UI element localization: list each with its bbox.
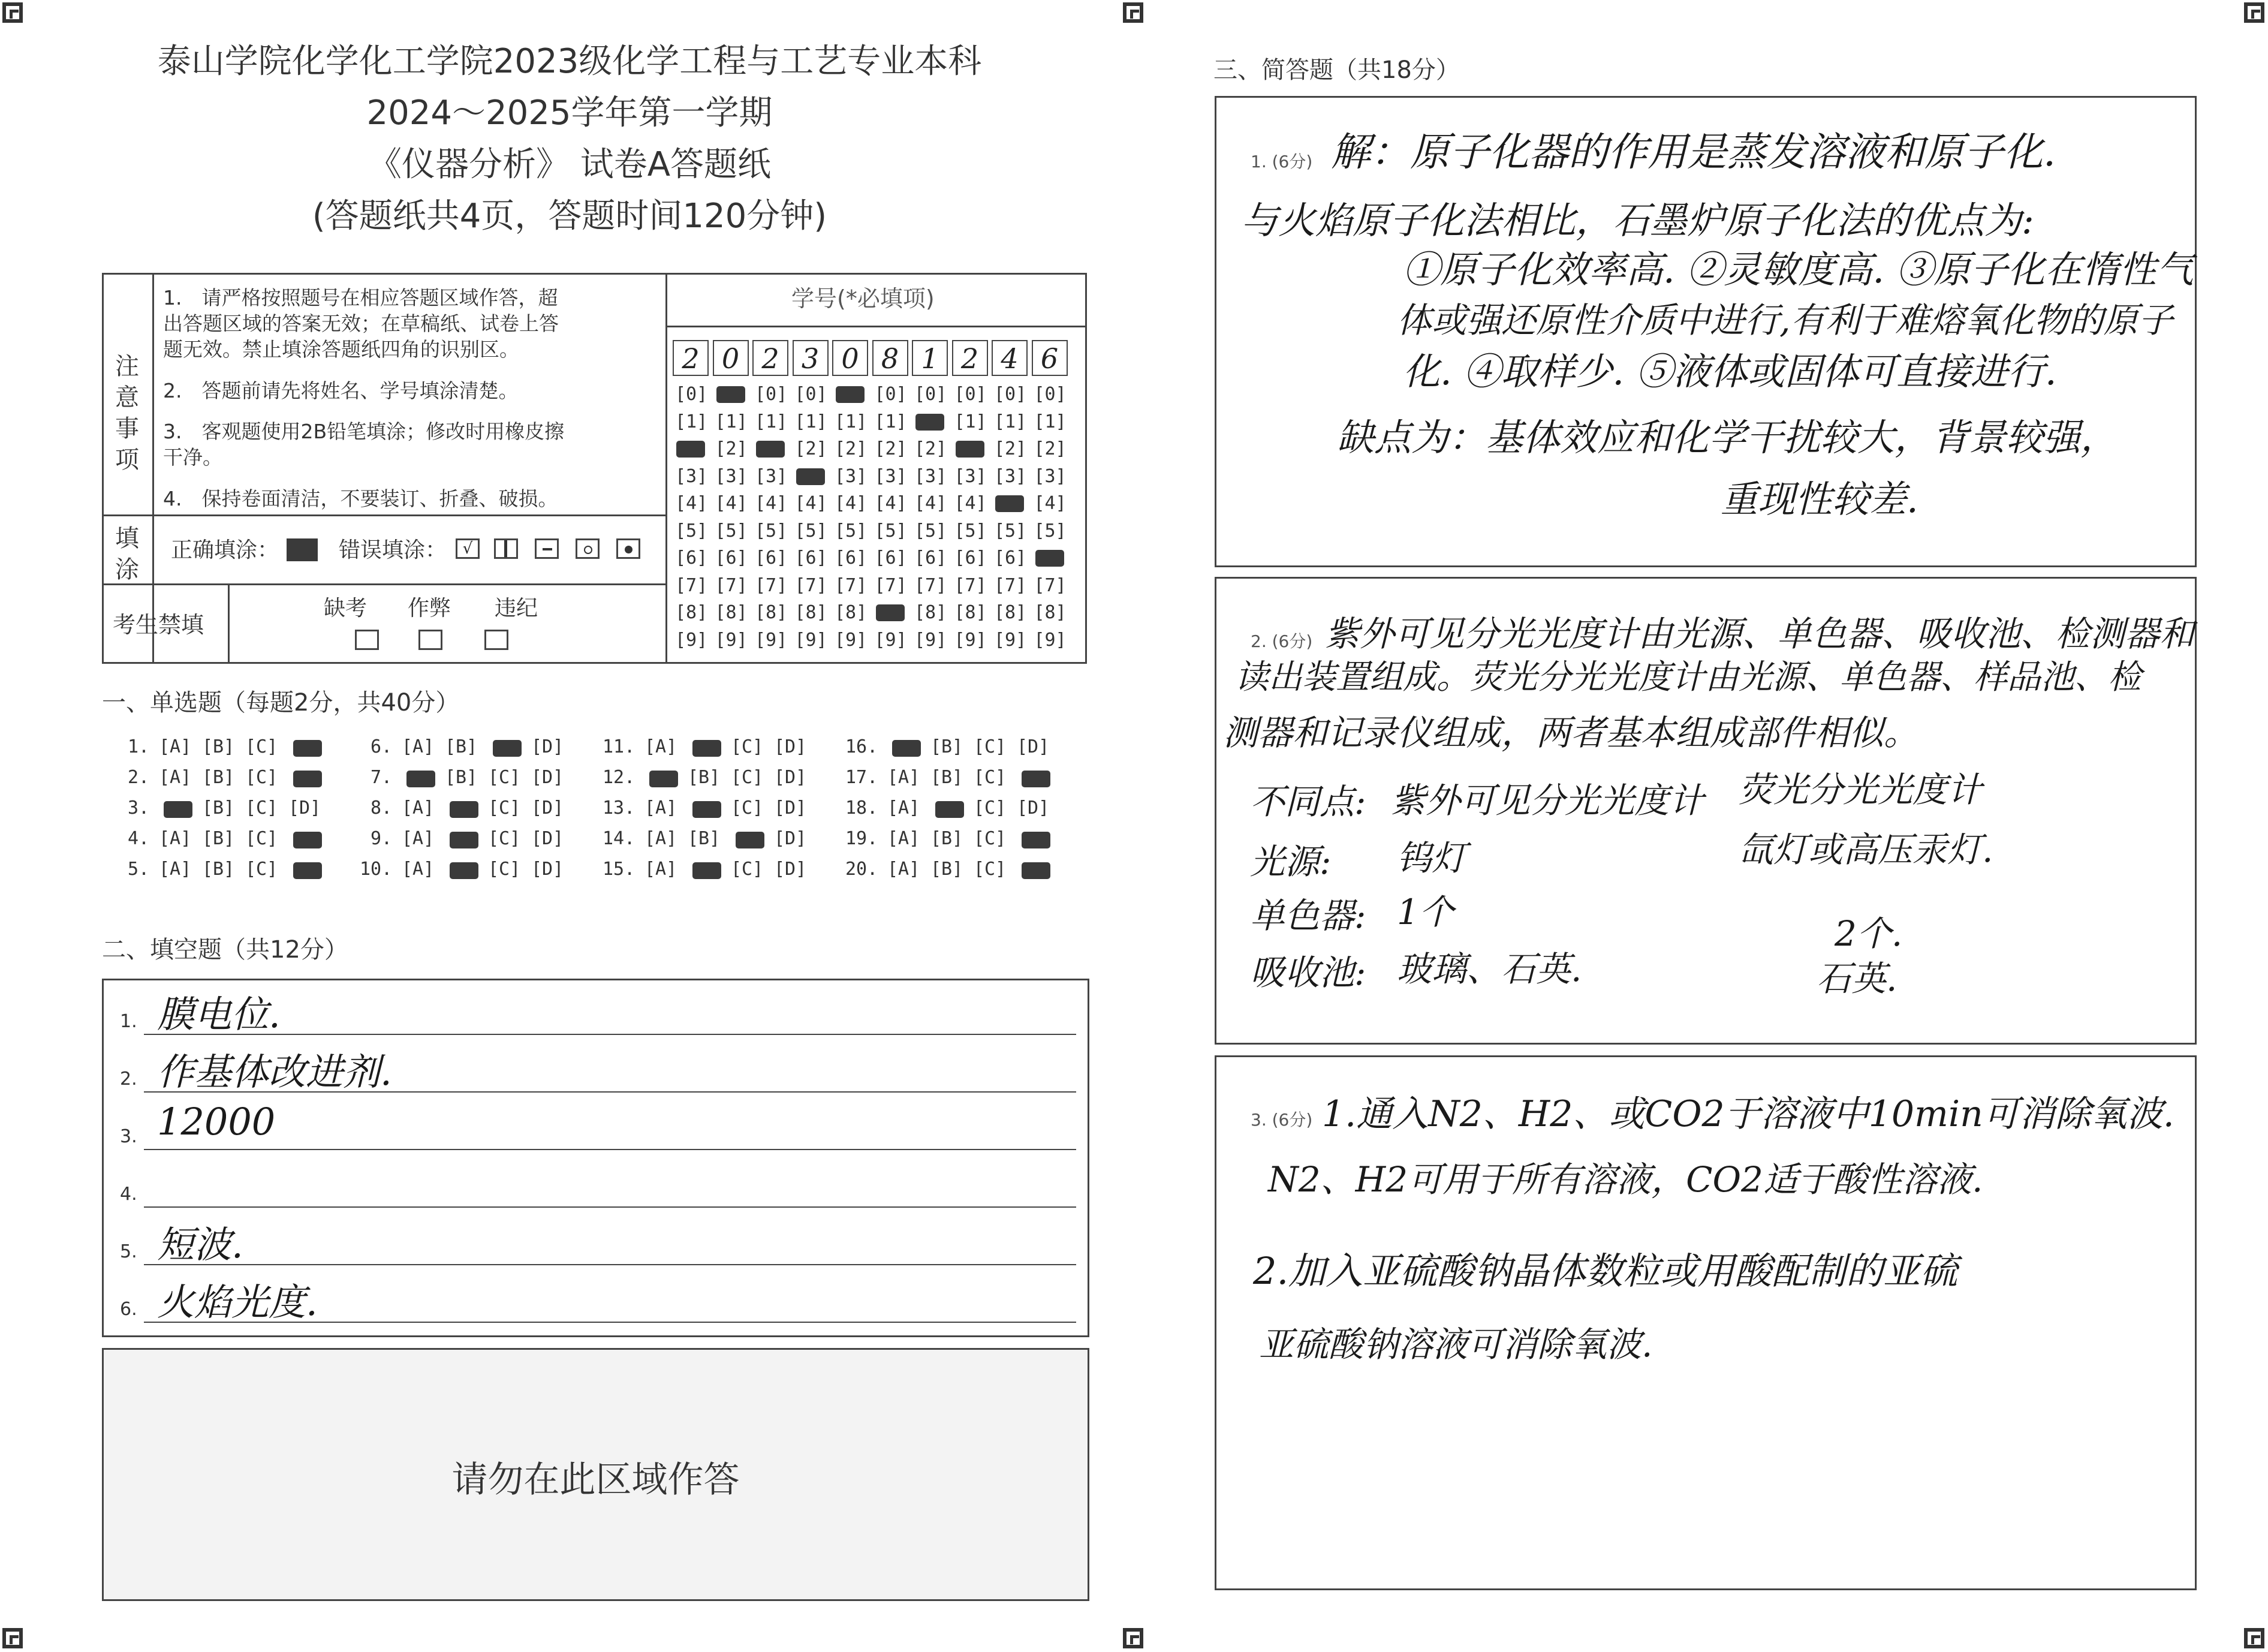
- student-id-bubble: [0]: [794, 384, 827, 405]
- mc-question-number: 3.: [128, 798, 150, 819]
- student-id-digit: 2: [673, 340, 709, 376]
- mc-bubble-filled: [293, 740, 322, 757]
- compare-uv: 1个: [1397, 892, 1454, 932]
- mc-bubble: [C]: [974, 828, 1007, 849]
- mc-bubble-filled: [293, 862, 322, 879]
- mc-bubble: [D]: [774, 736, 807, 757]
- q2-line: 紫外可见分光光度计由光源、单色器、吸收池、检测器和: [1325, 613, 2195, 654]
- mc-bubble: [C]: [488, 859, 521, 880]
- student-id-bubble: [2]: [715, 438, 748, 459]
- mc-bubble: [C]: [488, 828, 521, 849]
- compare-uv: 玻璃、石英.: [1397, 949, 1582, 989]
- student-id-bubble: [9]: [715, 629, 748, 651]
- divider: [102, 583, 665, 585]
- corner-mark-top-center: [1123, 2, 1143, 23]
- compare-key: 吸收池:: [1250, 952, 1366, 993]
- mc-bubble: [C]: [245, 798, 278, 819]
- mc-question-number: 17.: [845, 767, 878, 788]
- blank-answer: 作基体改进剂.: [157, 1050, 392, 1094]
- header-line4: (答题纸共4页，答题时间120分钟): [312, 197, 827, 236]
- blank-answer: 膜电位.: [157, 992, 281, 1036]
- mc-bubble-filled: [1022, 771, 1050, 787]
- notice-item: 2. 答题前请先将姓名、学号填涂清楚。: [163, 379, 519, 402]
- q2-line: 测器和记录仪组成，两者基本组成部件相似。: [1223, 712, 1919, 753]
- student-id-bubble: [1]: [715, 411, 748, 432]
- mc-bubble: [D]: [288, 798, 321, 819]
- mc-bubble: [B]: [202, 798, 235, 819]
- mc-bubble: [B]: [202, 859, 235, 880]
- divider: [667, 326, 1087, 327]
- section3-title: 三、简答题（共18分）: [1213, 56, 1460, 84]
- student-id-bubble: [4]: [715, 493, 748, 514]
- mc-bubble: [A]: [159, 828, 192, 849]
- blank-number: 2.: [120, 1069, 137, 1090]
- divider: [152, 273, 154, 664]
- student-id-bubble: [3]: [675, 465, 708, 487]
- mc-bubble: [D]: [531, 736, 564, 757]
- student-id-bubble: [4]: [1034, 493, 1067, 514]
- divider: [228, 583, 230, 664]
- mc-bubble-filled: [293, 832, 322, 848]
- banned-cheat-box: [418, 630, 442, 650]
- mc-bubble: [B]: [202, 767, 235, 788]
- student-id-bubble: [9]: [835, 629, 868, 651]
- mc-bubble-filled: [293, 771, 322, 787]
- student-id-bubble: [4]: [794, 493, 827, 514]
- student-id-bubble: [1]: [1034, 411, 1067, 432]
- banned-violation-box: [484, 630, 508, 650]
- mc-bubble: [D]: [1017, 798, 1050, 819]
- student-id-digit: 8: [872, 340, 908, 376]
- mc-bubble-filled: [692, 801, 721, 818]
- mc-question-number: 18.: [845, 798, 878, 819]
- student-id-bubble: [4]: [874, 493, 907, 514]
- student-id-bubble: [0]: [1034, 384, 1067, 405]
- mc-question-number: 9.: [371, 828, 393, 849]
- student-id-bubble: [8]: [914, 602, 947, 623]
- fill-label: 填 涂: [115, 525, 139, 583]
- mc-bubble: [B]: [688, 828, 721, 849]
- corner-mark-bottom-left: [2, 1628, 23, 1648]
- student-id-bubble: [7]: [994, 574, 1027, 596]
- mc-bubble: [A]: [644, 828, 677, 849]
- mc-bubble: [B]: [202, 828, 235, 849]
- student-id-bubble: [6]: [914, 547, 947, 568]
- mc-bubble: [D]: [774, 767, 807, 788]
- student-id-bubble: [1]: [835, 411, 868, 432]
- q1-line: 缺点为：基体效应和化学干扰较大，背景较强，: [1337, 416, 2118, 459]
- mc-bubble: [B]: [445, 767, 478, 788]
- mc-bubble: [C]: [974, 767, 1007, 788]
- student-id-bubble: [6]: [994, 547, 1027, 568]
- student-id-bubble-filled: [716, 386, 745, 403]
- blank-number: 6.: [120, 1299, 137, 1320]
- q3-line: N2、H2可用于所有溶液，CO2适于酸性溶液.: [1268, 1159, 1983, 1200]
- student-id-digit: 6: [1032, 340, 1068, 376]
- compare-uv: 钨灯: [1397, 838, 1467, 878]
- notice-item: 出答题区域的答案无效；在草稿纸、试卷上答: [163, 312, 559, 335]
- student-id-bubble: [3]: [994, 465, 1027, 487]
- student-id-bubble-filled: [876, 604, 905, 621]
- student-id-title: 学号(*必填项): [791, 285, 935, 312]
- student-id-bubble: [8]: [954, 602, 987, 623]
- student-id-bubble: [1]: [675, 411, 708, 432]
- student-id-bubble: [0]: [755, 384, 788, 405]
- blank-underline: [144, 1206, 1076, 1208]
- student-id-bubble: [8]: [755, 602, 788, 623]
- notice-item: 题无效。禁止填涂答题纸四角的识别区。: [163, 338, 519, 361]
- mc-bubble-filled: [1022, 832, 1050, 848]
- wrong-sample-check: √: [456, 538, 480, 559]
- q1-line: 体或强还原性介质中进行,有利于难熔氧化物的原子: [1397, 300, 2173, 341]
- student-id-bubble: [2]: [1034, 438, 1067, 459]
- student-id-bubble: [7]: [794, 574, 827, 596]
- mc-bubble: [B]: [688, 767, 721, 788]
- corner-mark-bottom-center: [1123, 1628, 1143, 1648]
- blank-underline: [144, 1149, 1076, 1150]
- student-id-bubble: [5]: [914, 520, 947, 541]
- student-id-bubble: [6]: [794, 547, 827, 568]
- student-id-bubble-filled: [796, 468, 825, 485]
- student-id-bubble: [4]: [835, 493, 868, 514]
- student-id-bubble: [6]: [954, 547, 987, 568]
- q3-line: 1.通入N2、H2、或CO2于溶液中10min可消除氧波.: [1322, 1093, 2174, 1135]
- q1-line: ①原子化效率高. ②灵敏度高. ③原子化在惰性气: [1403, 248, 2194, 291]
- mc-bubble: [D]: [774, 859, 807, 880]
- student-id-bubble-filled: [956, 441, 984, 458]
- mc-bubble-filled: [406, 771, 435, 787]
- student-id-bubble: [2]: [994, 438, 1027, 459]
- student-id-bubble: [5]: [675, 520, 708, 541]
- q2-line: 读出装置组成。荧光分光光度计由光源、单色器、样品池、检: [1235, 658, 2142, 697]
- student-id-bubble: [7]: [755, 574, 788, 596]
- header-line3: 《仪器分析》 试卷A答题纸: [368, 145, 772, 184]
- student-id-bubble: [3]: [1034, 465, 1067, 487]
- student-id-bubble: [0]: [954, 384, 987, 405]
- student-id-bubble: [4]: [914, 493, 947, 514]
- student-id-bubble-filled: [676, 441, 705, 458]
- blank-answer: 短波.: [157, 1223, 243, 1266]
- student-id-bubble: [9]: [675, 629, 708, 651]
- blank-number: 5.: [120, 1241, 137, 1262]
- mc-bubble: [C]: [974, 859, 1007, 880]
- mc-bubble: [C]: [245, 828, 278, 849]
- banned-label: 考生禁填: [113, 612, 204, 638]
- student-id-bubble-filled: [1035, 550, 1064, 567]
- student-id-bubble: [5]: [835, 520, 868, 541]
- mc-bubble: [D]: [531, 828, 564, 849]
- student-id-bubble: [9]: [794, 629, 827, 651]
- student-id-bubble: [3]: [914, 465, 947, 487]
- compare-fluor: 石英.: [1817, 958, 1897, 999]
- mc-bubble-filled: [450, 832, 478, 848]
- compare-fluor: 2个.: [1835, 913, 1903, 954]
- student-id-bubble: [6]: [835, 547, 868, 568]
- student-id-bubble: [9]: [874, 629, 907, 651]
- mc-question-number: 4.: [128, 828, 150, 849]
- student-id-bubble: [0]: [675, 384, 708, 405]
- student-id-bubble: [8]: [1034, 602, 1067, 623]
- banned-absent-label: 缺考: [324, 596, 368, 621]
- student-id-bubble: [8]: [715, 602, 748, 623]
- mc-question-number: 2.: [128, 767, 150, 788]
- student-id-bubble: [7]: [715, 574, 748, 596]
- student-id-bubble: [9]: [1034, 629, 1067, 651]
- student-id-bubble: [6]: [675, 547, 708, 568]
- no-write-text: 请勿在此区域作答: [451, 1459, 740, 1501]
- student-id-bubble: [7]: [874, 574, 907, 596]
- student-id-bubble: [3]: [835, 465, 868, 487]
- divider: [102, 514, 665, 516]
- student-id-bubble: [3]: [755, 465, 788, 487]
- banned-absent-box: [355, 630, 379, 650]
- mc-bubble: [D]: [531, 767, 564, 788]
- mc-bubble: [B]: [930, 828, 963, 849]
- mc-bubble-filled: [692, 740, 721, 757]
- mc-bubble-filled: [736, 832, 764, 848]
- student-id-bubble: [7]: [1034, 574, 1067, 596]
- mc-bubble: [A]: [644, 798, 677, 819]
- mc-bubble: [A]: [887, 767, 920, 788]
- student-id-bubble: [1]: [994, 411, 1027, 432]
- mc-bubble: [A]: [644, 859, 677, 880]
- corner-mark-top-right: [2244, 2, 2264, 23]
- student-id-bubble: [2]: [874, 438, 907, 459]
- student-id-bubble: [9]: [755, 629, 788, 651]
- notice-label: 注 意 事 项: [115, 353, 139, 474]
- mc-bubble: [C]: [731, 767, 764, 788]
- q1-line: 与火焰原子化法相比，石墨炉原子化法的优点为:: [1241, 198, 2034, 242]
- mc-question-number: 1.: [128, 736, 150, 757]
- blank-underline: [144, 1264, 1076, 1265]
- mc-bubble: [C]: [974, 798, 1007, 819]
- student-id-digit: 3: [793, 340, 829, 376]
- mc-bubble: [B]: [930, 859, 963, 880]
- mc-bubble: [A]: [887, 828, 920, 849]
- mc-bubble: [A]: [402, 798, 435, 819]
- mc-bubble-filled: [450, 801, 478, 818]
- q1-line: 重现性较差.: [1721, 477, 1918, 521]
- wrong-sample-circle: [576, 538, 600, 559]
- student-id-bubble: [2]: [835, 438, 868, 459]
- mc-bubble: [A]: [887, 798, 920, 819]
- student-id-bubble: [6]: [755, 547, 788, 568]
- student-id-bubble: [3]: [874, 465, 907, 487]
- mc-bubble: [C]: [488, 767, 521, 788]
- student-id-digit: 4: [992, 340, 1028, 376]
- student-id-bubble: [5]: [755, 520, 788, 541]
- section2-title: 二、填空题（共12分）: [102, 936, 348, 964]
- mc-bubble: [D]: [774, 798, 807, 819]
- student-id-bubble-filled: [915, 414, 944, 431]
- student-id-bubble: [5]: [954, 520, 987, 541]
- student-id-bubble: [8]: [675, 602, 708, 623]
- wrong-sample-dot: [616, 538, 640, 559]
- mc-question-number: 8.: [371, 798, 393, 819]
- compare-uv: 紫外可见分光光度计: [1391, 780, 1704, 821]
- mc-bubble-filled: [1022, 862, 1050, 879]
- student-id-bubble-filled: [836, 386, 865, 403]
- notice-item: 3. 客观题使用2B铅笔填涂；修改时用橡皮擦: [163, 420, 565, 443]
- notice-item: 4. 保持卷面清洁，不要装订、折叠、破损。: [163, 487, 558, 510]
- blank-number: 4.: [120, 1184, 137, 1205]
- mc-bubble-filled: [493, 740, 522, 757]
- student-id-bubble: [6]: [874, 547, 907, 568]
- student-id-digit: 0: [832, 340, 868, 376]
- q1-label: 1. (6分): [1251, 152, 1313, 171]
- mc-bubble: [C]: [731, 798, 764, 819]
- compare-fluor: 荧光分光光度计: [1739, 769, 1983, 810]
- compare-key: 单色器:: [1250, 895, 1366, 936]
- mc-question-number: 6.: [371, 736, 393, 757]
- mc-bubble: [A]: [159, 736, 192, 757]
- blank-number: 1.: [120, 1011, 137, 1032]
- student-id-bubble: [1]: [755, 411, 788, 432]
- corner-mark-top-left: [2, 2, 23, 23]
- mc-bubble: [A]: [159, 859, 192, 880]
- compare-fluor: 氙灯或高压汞灯.: [1739, 829, 1993, 870]
- mc-question-number: 12.: [603, 767, 635, 788]
- mc-bubble: [C]: [245, 767, 278, 788]
- student-id-bubble: [5]: [715, 520, 748, 541]
- q1-line: 化. ④取样少. ⑤液体或固体可直接进行.: [1403, 350, 2057, 393]
- mc-bubble: [A]: [402, 828, 435, 849]
- wrong-sample-dash: [535, 538, 559, 559]
- mc-bubble: [C]: [731, 736, 764, 757]
- mc-bubble: [C]: [245, 859, 278, 880]
- mc-question-number: 11.: [603, 736, 635, 757]
- q3-line: 2.加入亚硫酸钠晶体数粒或用酸配制的亚硫: [1253, 1249, 1958, 1293]
- student-id-bubble: [5]: [794, 520, 827, 541]
- mc-bubble: [B]: [930, 767, 963, 788]
- section1-title: 一、单选题（每题2分，共40分）: [102, 689, 460, 717]
- mc-question-number: 7.: [371, 767, 393, 788]
- compare-key: 光源:: [1250, 841, 1332, 882]
- mc-question-number: 13.: [603, 798, 635, 819]
- q3-line: 亚硫酸钠溶液可消除氧波.: [1259, 1324, 1653, 1365]
- mc-question-number: 15.: [603, 859, 635, 880]
- student-id-bubble: [0]: [914, 384, 947, 405]
- header-line2: 2024～2025学年第一学期: [366, 94, 773, 133]
- student-id-bubble: [4]: [755, 493, 788, 514]
- student-id-bubble: [9]: [914, 629, 947, 651]
- compare-key: 不同点:: [1250, 781, 1366, 822]
- student-id-bubble-filled: [756, 441, 785, 458]
- q3-label: 3. (6分): [1251, 1110, 1313, 1130]
- mc-bubble: [C]: [731, 859, 764, 880]
- wrong-fill-text: 错误填涂：: [339, 538, 447, 562]
- student-id-bubble: [1]: [874, 411, 907, 432]
- correct-fill-text: 正确填涂：: [171, 538, 279, 562]
- student-id-bubble: [9]: [954, 629, 987, 651]
- mc-question-number: 10.: [360, 859, 393, 880]
- corner-mark-bottom-right: [2244, 1628, 2264, 1648]
- student-id-digit: 0: [713, 340, 749, 376]
- student-id-bubble: [2]: [914, 438, 947, 459]
- mc-bubble: [B]: [202, 736, 235, 757]
- mc-bubble: [C]: [245, 736, 278, 757]
- mc-question-number: 14.: [603, 828, 635, 849]
- correct-fill-sample: [287, 538, 318, 561]
- student-id-digit: 2: [752, 340, 788, 376]
- student-id-bubble: [8]: [994, 602, 1027, 623]
- header-line1: 泰山学院化学化工学院2023级化学工程与工艺专业本科: [157, 42, 982, 81]
- mc-bubble: [A]: [159, 767, 192, 788]
- student-id-bubble: [4]: [675, 493, 708, 514]
- student-id-bubble: [7]: [835, 574, 868, 596]
- mc-bubble: [A]: [402, 859, 435, 880]
- mc-bubble-filled: [692, 862, 721, 879]
- mc-question-number: 16.: [845, 736, 878, 757]
- student-id-bubble: [1]: [954, 411, 987, 432]
- mc-bubble-filled: [649, 771, 678, 787]
- mc-bubble: [A]: [402, 736, 435, 757]
- student-id-bubble: [7]: [914, 574, 947, 596]
- banned-violation-label: 违纪: [495, 596, 538, 621]
- mc-question-number: 20.: [845, 859, 878, 880]
- q2-label: 2. (6分): [1251, 631, 1313, 651]
- mc-question-number: 19.: [845, 828, 878, 849]
- student-id-bubble: [0]: [874, 384, 907, 405]
- student-id-bubble: [5]: [994, 520, 1027, 541]
- student-id-bubble: [6]: [715, 547, 748, 568]
- wrong-sample-bar: [494, 538, 518, 559]
- mc-bubble: [C]: [488, 798, 521, 819]
- blank-number: 3.: [120, 1126, 137, 1147]
- student-id-bubble: [2]: [794, 438, 827, 459]
- student-id-bubble: [0]: [994, 384, 1027, 405]
- mc-bubble: [C]: [974, 736, 1007, 757]
- blank-underline: [144, 1034, 1076, 1035]
- mc-bubble: [D]: [774, 828, 807, 849]
- mc-bubble-filled: [935, 801, 964, 818]
- blank-answer: 火焰光度.: [157, 1280, 318, 1324]
- notice-item: 1. 请严格按照题号在相应答题区域作答，超: [163, 286, 558, 309]
- student-id-bubble: [4]: [954, 493, 987, 514]
- student-id-bubble: [5]: [1034, 520, 1067, 541]
- notice-item: 干净。: [163, 446, 222, 469]
- student-id-bubble: [3]: [954, 465, 987, 487]
- q1-line: 解：原子化器的作用是蒸发溶液和原子化.: [1331, 129, 2056, 175]
- student-id-bubble: [7]: [675, 574, 708, 596]
- banned-cheat-label: 作弊: [408, 596, 451, 621]
- student-id-bubble: [3]: [715, 465, 748, 487]
- student-id-digit: 2: [952, 340, 988, 376]
- student-id-digit: 1: [912, 340, 948, 376]
- mc-bubble: [A]: [887, 859, 920, 880]
- student-id-bubble: [8]: [835, 602, 868, 623]
- mc-question-number: 5.: [128, 859, 150, 880]
- student-id-bubble: [5]: [874, 520, 907, 541]
- mc-bubble: [B]: [445, 736, 478, 757]
- mc-bubble-filled: [892, 740, 921, 757]
- mc-bubble: [A]: [644, 736, 677, 757]
- mc-bubble: [D]: [531, 798, 564, 819]
- mc-bubble-filled: [164, 801, 192, 818]
- student-id-bubble-filled: [995, 495, 1024, 512]
- student-id-bubble: [7]: [954, 574, 987, 596]
- blank-answer: 12000: [157, 1100, 276, 1144]
- student-id-bubble: [8]: [794, 602, 827, 623]
- mc-bubble: [D]: [1017, 736, 1050, 757]
- student-id-bubble: [9]: [994, 629, 1027, 651]
- student-id-bubble: [1]: [794, 411, 827, 432]
- mc-bubble: [B]: [930, 736, 963, 757]
- divider: [665, 273, 667, 664]
- mc-bubble: [D]: [531, 859, 564, 880]
- mc-bubble-filled: [450, 862, 478, 879]
